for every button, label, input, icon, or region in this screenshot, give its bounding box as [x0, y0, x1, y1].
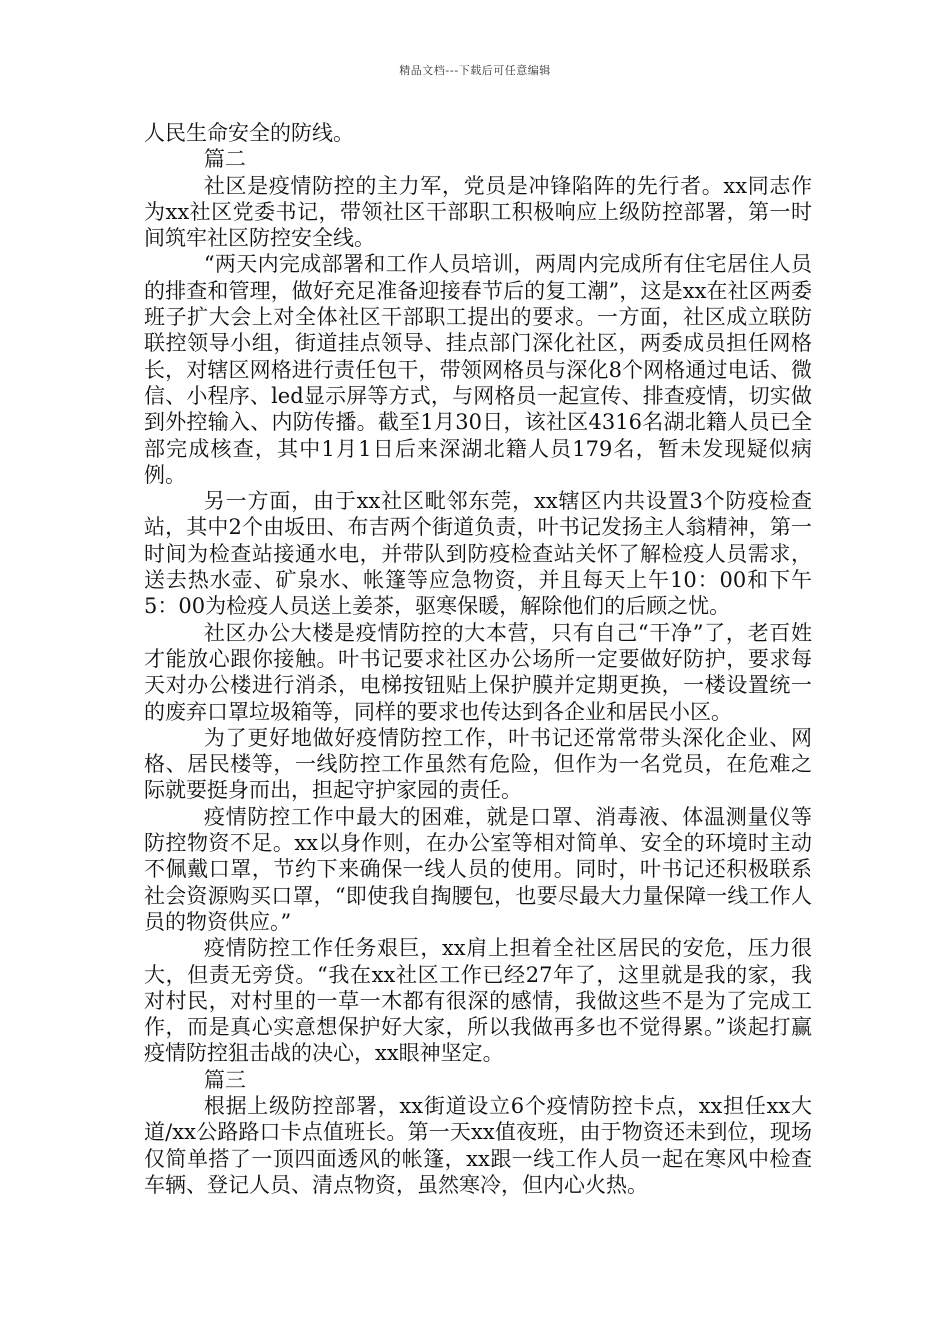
- paragraph-continuation: 人民生命安全的防线。: [144, 121, 354, 145]
- section-heading-part-three: 篇三: [203, 1067, 246, 1092]
- paragraph: 疫情防控工作中最大的困难，就是口罩、消毒液、体温测量仪等防控物资不足。xx以身作则，在办公室等相对简单、安全的环境时主动不佩戴口罩，节约下来确保一线人员的使用。同时，叶书记还积极联系社会资源购买口罩，“即使我自掏腰包，也要尽最大力量保障一线工作人员的物资供应。”: [144, 804, 812, 934]
- page-header: 精品文档---下载后可任意编辑: [399, 64, 551, 77]
- section-heading-part-two: 篇二: [203, 147, 246, 172]
- paragraph: 另一方面，由于xx社区毗邻东莞，xx辖区内共设置3个防疫检查站，其中2个由坂田、布吉两个街道负责，叶书记发扬主人翁精神，第一时间为检查站接通水电，并带队到防疫检查站关怀了解检疫人员需求，送去热水壶、矿泉水、帐篷等应急物资，并且每天上午10：00和下午5：00为检疫人员送上姜茶，驱寒保暖，解除他们的后顾之忧。: [144, 489, 812, 619]
- paragraph: 社区是疫情防控的主力军，党员是冲锋陷阵的先行者。xx同志作为xx社区党委书记，带领社区干部职工积极响应上级防控部署，第一时间筑牢社区防控安全线。: [144, 173, 812, 251]
- paragraph: “两天内完成部署和工作人员培训，两周内完成所有住宅居住人员的排查和管理，做好充足准备迎接春节后的复工潮”，这是xx在社区两委班子扩大会上对全体社区干部职工提出的要求。一方面，社区成立联防联控领导小组，街道挂点领导、挂点部门深化社区，两委成员担任网格长，对辖区网格进行责任包干，带领网格员与深化8个网格通过电话、微信、小程序、led显示屏等方式，与网格员一起宣传、排查疫情，切实做到外控输入、内防传播。截至1月30日，该社区4316名湖北籍人员已全部完成核查，其中1月1日后来深湖北籍人员179名，暂未发现疑似病例。: [144, 252, 812, 487]
- paragraph: 社区办公大楼是疫情防控的大本营，只有自己“干净”了，老百姓才能放心跟你接触。叶书记要求社区办公场所一定要做好防护，要求每天对办公楼进行消杀，电梯按钮贴上保护膜并定期更换，一楼设置统一的废弃口罩垃圾箱等，同样的要求也传达到各企业和居民小区。: [144, 620, 812, 724]
- document-body: [144, 120, 812, 1198]
- paragraph: 疫情防控工作任务艰巨，xx肩上担着全社区居民的安危，压力很大，但责无旁贷。“我在xx社区工作已经27年了，这里就是我的家，我对村民，对村里的一草一木都有很深的感情，我做这些不是为了完成工作，而是真心实意想保护好大家，所以我做再多也不觉得累。”谈起打赢疫情防控狙击战的决心，xx眼神坚定。: [144, 936, 812, 1066]
- paragraph: 根据上级防控部署，xx街道设立6个疫情防控卡点，xx担任xx大道/xx公路路口卡点值班长。第一天xx值夜班，由于物资还未到位，现场仅简单搭了一顶四面透风的帐篷，xx跟一线工作人员一起在寒风中检查车辆、登记人员、清点物资，虽然寒冷，但内心火热。: [144, 1093, 812, 1197]
- paragraph: 为了更好地做好疫情防控工作，叶书记还常常带头深化企业、网格、居民楼等，一线防控工作虽然有危险，但作为一名党员，在危难之际就要挺身而出，担起守护家园的责任。: [144, 725, 812, 803]
